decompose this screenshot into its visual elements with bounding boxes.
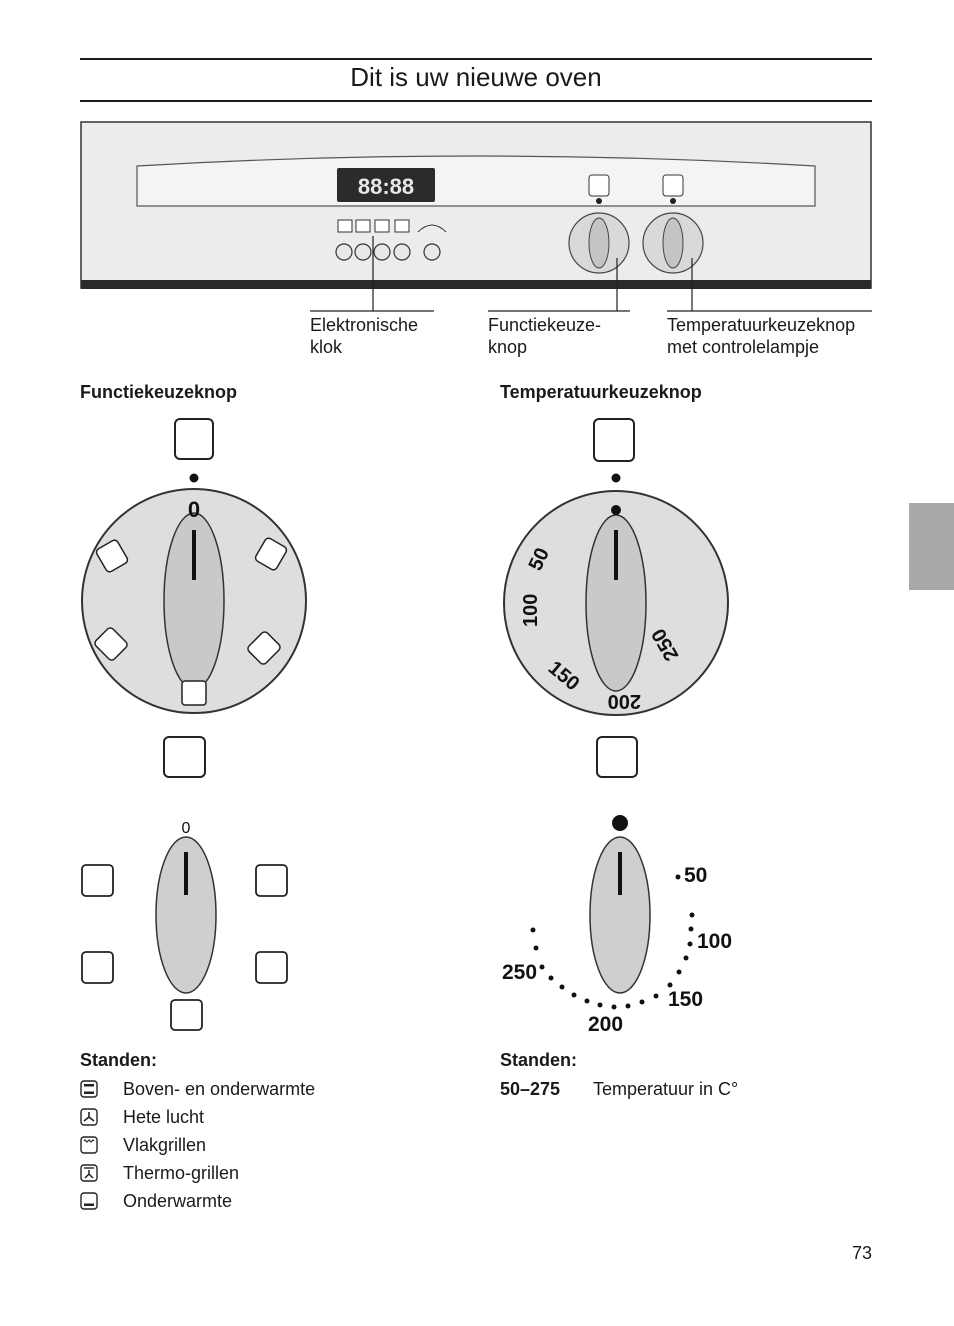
callout-temperature-knob: Temperatuurkeuzeknop met controlelampje <box>667 315 856 357</box>
dial-label-50: 50 <box>524 544 554 575</box>
scale-label-200: 200 <box>588 1013 624 1036</box>
scale-label-50: 50 <box>684 864 708 887</box>
page-title: Dit is uw nieuwe oven <box>350 62 602 92</box>
function-knob-heading: Functiekeuzeknop <box>80 382 238 402</box>
function-knob-zero: 0 <box>187 497 201 522</box>
callout-function-knob: Functiekeuze- knop <box>488 315 602 357</box>
temperature-knob-heading: Temperatuurkeuzeknop <box>500 382 702 402</box>
dial-label-250: 250 <box>647 624 684 665</box>
callout-electronic-clock: Elektronische klok <box>310 315 419 357</box>
temperature-range-text: Temperatuur in C° <box>593 1079 739 1099</box>
dial-label-150: 150 <box>543 656 584 696</box>
scale-label-250: 250 <box>502 961 538 984</box>
boven-onderwarmte-icon <box>80 1080 98 1098</box>
scale-label-100: 100 <box>697 930 733 953</box>
dial-label-100: 100 <box>520 593 542 627</box>
scale-label-150: 150 <box>668 988 704 1011</box>
function-standen-heading: Standen: <box>80 1050 158 1070</box>
chapter-side-tab <box>909 503 954 590</box>
temperature-range-label: 50–275 <box>500 1079 561 1099</box>
thermo-grillen-icon <box>80 1164 98 1182</box>
page-number: 73 <box>851 1243 872 1263</box>
schematic-zero: 0 <box>181 820 191 837</box>
clock-display-text: 88:88 <box>357 174 415 199</box>
hete-lucht-icon <box>80 1108 98 1126</box>
vlakgrillen-icon <box>80 1136 98 1154</box>
onderwarmte-icon <box>80 1192 98 1210</box>
dial-label-200: 200 <box>607 690 641 712</box>
temperature-standen-heading: Standen: <box>500 1050 578 1070</box>
